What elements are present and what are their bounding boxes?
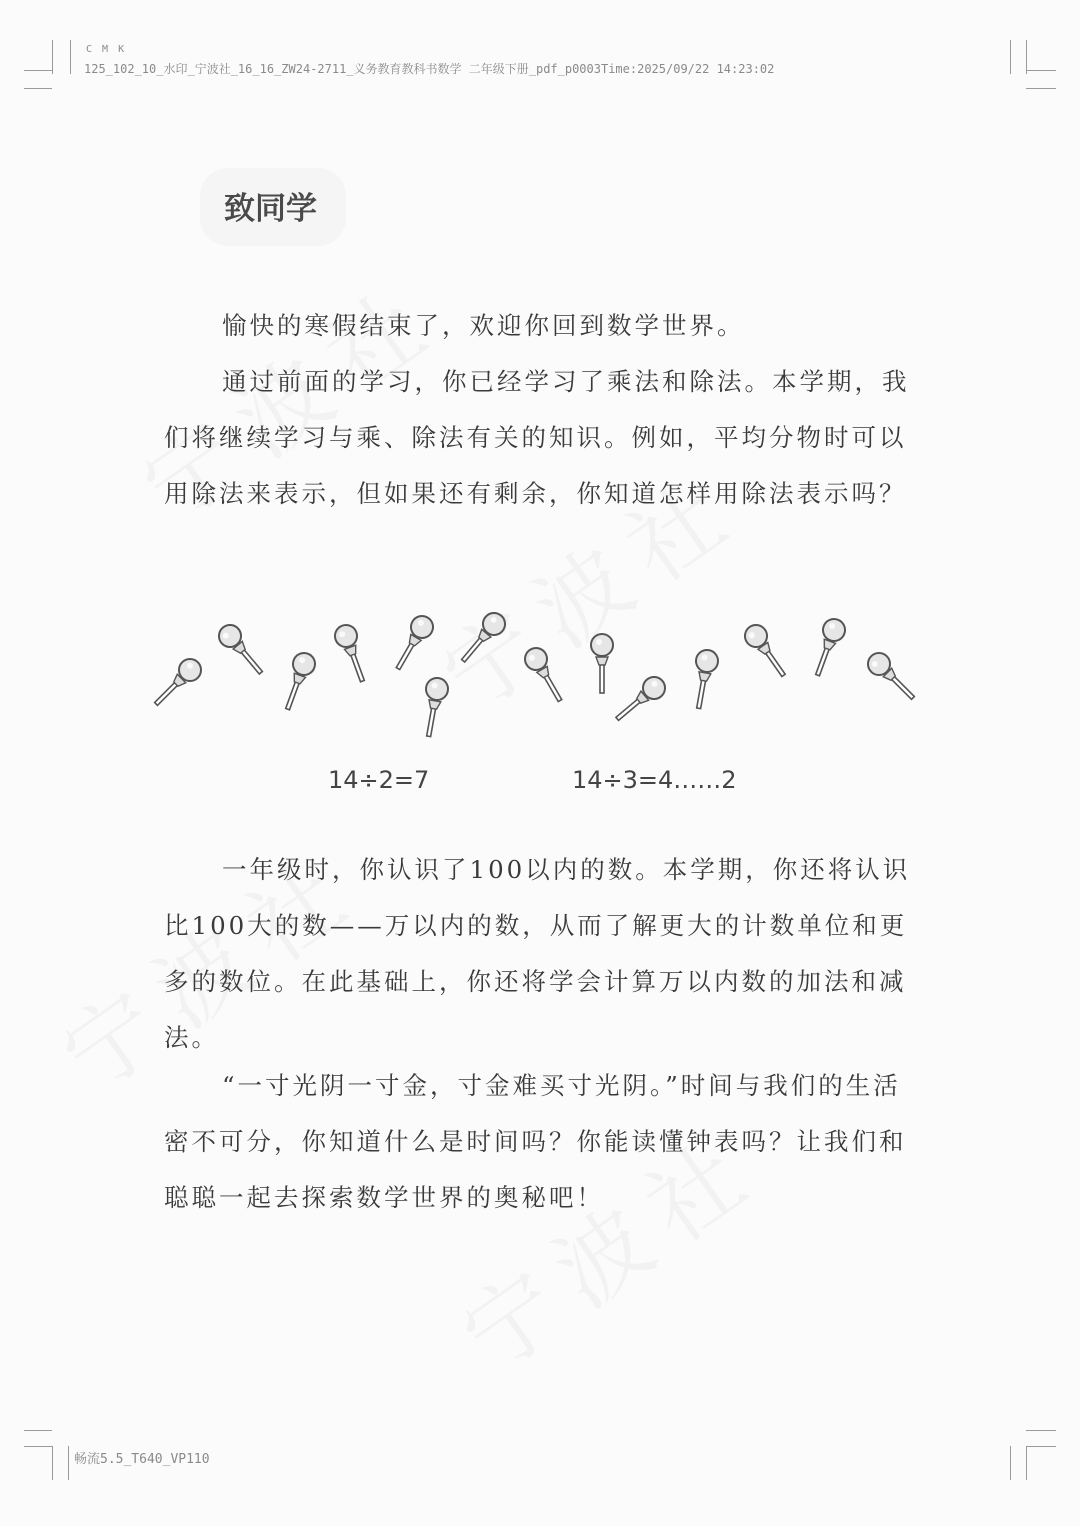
lollipop-icon [521,644,570,706]
lollipop-icon [610,673,669,728]
paragraph: “一寸光阴一寸金，寸金难买寸光阴。”时间与我们的生活密不可分，你知道什么是时间吗？你能读懂钟表吗？让我们和聪聪一起去探索数学世界的奥秘吧！ [164,1071,907,1212]
crop-mark [24,1430,52,1431]
equation-division-with-remainder: 14÷3=4……2 [572,766,737,794]
lollipop-icon [807,616,848,679]
lollipop-icon [455,609,510,668]
lollipop-icon [388,612,437,674]
lollipop-icon [332,622,373,685]
crop-mark [1010,1446,1011,1480]
crop-mark [1026,1446,1027,1480]
paragraph: 一年级时，你认识了100以内的数。本学期，你还将认识比100大的数——万以内的数，从而了解更大的计数单位和更多的数位。在此基础上，你还将学会计算万以内数的加法和减法。 [164,855,911,1052]
print-footer-info: 畅流5.5_T640_VP110 [74,1452,210,1467]
paragraph: 愉快的寒假结束了，欢迎你回到数学世界。 [222,311,745,340]
lollipop-icon [215,621,270,680]
lollipop-icon [418,676,450,738]
equation-even-division: 14÷2=7 [328,766,430,794]
lollipop-icon [863,648,920,705]
print-header-info: 125_102_10_水印_宁波社_16_16_ZW24-2711_义务教育教科书数学 二年级下册_pdf_p0003Time:2025/09/22 14:23:02 [84,62,775,76]
color-mark-label: C M K [86,44,127,55]
crop-mark [1026,1446,1056,1447]
page-title: 致同学 [224,191,317,227]
lollipop-icon [591,634,613,693]
crop-mark [52,1446,53,1480]
lollipop-icon [741,621,793,682]
lollipop-icon [688,648,720,710]
lollipop-icon [148,654,205,711]
lollipop-icon [277,650,318,713]
crop-mark [24,1446,52,1447]
crop-mark [68,1446,69,1480]
crop-mark [1026,1430,1056,1431]
paragraph: 通过前面的学习，你已经学习了乘法和除法。本学期，我们将继续学习与乘、除法有关的知识。例如，平均分物时可以用除法来表示，但如果还有剩余，你知道怎样用除法表示吗？ [164,367,910,508]
